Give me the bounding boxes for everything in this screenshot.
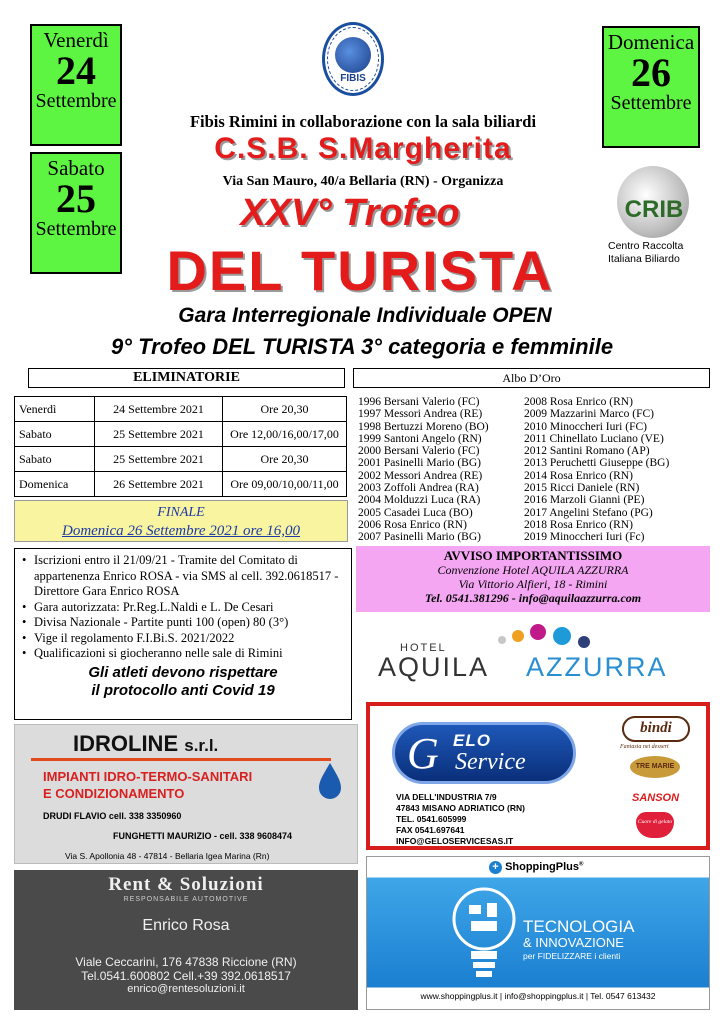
gelo-service-ad xyxy=(366,702,710,850)
list-item: 2017 Angelini Stefano (PG) xyxy=(524,506,653,519)
gelo-logo xyxy=(392,722,576,784)
list-item: 2012 Santini Romano (AP) xyxy=(524,445,650,458)
date-day: Domenica xyxy=(607,30,695,54)
collab-line: Fibis Rimini in collaborazione con la sala biliardi xyxy=(189,112,537,131)
idroline-srl: s.r.l. xyxy=(184,736,219,755)
list-item: 2018 Rosa Enrico (RN) xyxy=(524,518,633,531)
list-item: • Qualificazioni si giocheranno nelle sale di Rimini xyxy=(21,646,345,662)
rent-address: Viale Ceccarini, 176 47838 Riccione (RN) xyxy=(75,955,297,969)
shop-title2: & INNOVAZIONE xyxy=(523,935,624,950)
rent-name: Rent & Soluzioni xyxy=(108,874,264,895)
shoppingplus-reg: ® xyxy=(579,861,584,868)
bindi-logo xyxy=(622,716,690,742)
fibis-logo xyxy=(322,22,384,96)
sub-title: 9° Trofeo DEL TURISTA 3° categoria e femminile xyxy=(110,334,614,359)
gelo-addr-line: FAX 0541.697641 xyxy=(396,825,465,835)
sanson-logo: SANSON xyxy=(632,792,680,804)
list-item: 1999 Santoni Angelo (RN) xyxy=(358,432,482,445)
date-number: 24 xyxy=(56,48,96,93)
crib-name: CRIB xyxy=(624,196,684,223)
shoppingplus-ad xyxy=(366,856,710,1010)
date-box-saturday xyxy=(30,152,122,274)
table-row xyxy=(15,397,347,422)
cuore-logo xyxy=(636,812,674,838)
cell-time: Ore 09,00/10,00/11,00 xyxy=(223,472,347,497)
list-item: 2016 Marzoli Gianni (PE) xyxy=(524,494,645,507)
cell-time: Ore 20,30 xyxy=(223,447,347,472)
tremarie-word: TRE MARIE xyxy=(635,763,675,770)
gara-line: Gara Interregionale Individuale OPEN xyxy=(178,304,552,327)
gelo-address xyxy=(396,792,525,847)
tremarie-logo xyxy=(630,756,680,778)
cell-day: Sabato xyxy=(15,422,95,447)
hotel-logo xyxy=(366,616,710,696)
cell-day: Domenica xyxy=(15,472,95,497)
cell-date: 26 Settembre 2021 xyxy=(95,472,223,497)
billiard-ball-icon xyxy=(335,37,371,73)
avviso-line1: Convenzione Hotel AQUILA AZZURRA xyxy=(437,563,629,577)
list-item: • Divisa Nazionale - Partite punti 100 (open) 80 (3°) xyxy=(21,615,345,631)
cell-day: Sabato xyxy=(15,447,95,472)
list-item: 2010 Minoccheri Iuri (FC) xyxy=(524,420,647,433)
idroline-name xyxy=(73,731,218,757)
gelo-addr-line: TEL. 0541.605999 xyxy=(396,814,467,824)
gelo-service-word: Service xyxy=(455,749,526,775)
address-line: Via San Mauro, 40/a Bellaria (RN) - Organizza xyxy=(222,174,504,189)
cell-time: Ore 20,30 xyxy=(223,397,347,422)
date-box-friday xyxy=(30,24,122,146)
shop-title3: per FIDELIZZARE i clienti xyxy=(523,951,621,961)
list-item: 1997 Messori Andrea (RE) xyxy=(358,408,483,421)
list-item: 2006 Rosa Enrico (RN) xyxy=(358,518,467,531)
date-day: Venerdì xyxy=(43,28,109,52)
shoppingplus-brand xyxy=(489,861,583,874)
plus-icon: + xyxy=(489,861,502,874)
albo-list-left xyxy=(358,396,503,544)
list-item: 2011 Chinellato Luciano (VE) xyxy=(524,432,664,445)
turista-title: DEL TURISTA xyxy=(166,239,554,302)
water-drop-icon xyxy=(315,761,345,801)
avviso-line3: Tel. 0541.381296 - info@aquilaazzurra.com xyxy=(424,591,642,605)
hotel-word-azzurra: AZZURRA xyxy=(526,652,668,682)
list-item: 2004 Molduzzi Luca (RA) xyxy=(358,494,481,507)
shop-title1: TECNOLOGIA xyxy=(523,917,635,936)
list-item: 2019 Minoccheri Iuri (Fc) xyxy=(524,531,645,544)
date-number: 26 xyxy=(631,50,671,95)
list-item: 2014 Rosa Enrico (RN) xyxy=(524,469,633,482)
cell-date: 25 Settembre 2021 xyxy=(95,422,223,447)
albo-list-right xyxy=(524,396,710,544)
pipe-divider xyxy=(31,758,331,761)
list-item: 1996 Bersani Valerio (FC) xyxy=(358,396,480,408)
list-item: • Gara autorizzata: Pr.Reg.L.Naldi e L. De Cesari xyxy=(21,600,345,616)
shoppingplus-word: ShoppingPlus xyxy=(505,861,580,873)
idroline-line1: IMPIANTI IDRO-TERMO-SANITARI xyxy=(43,769,253,784)
crib-line2: Italiana Biliardo xyxy=(608,253,680,265)
hotel-word-aquila: AQUILA xyxy=(378,652,490,682)
avviso-box xyxy=(356,546,710,612)
rent-mail: enrico@rentesoluzioni.it xyxy=(127,983,245,995)
bindi-word: bindi xyxy=(640,720,672,736)
list-item: 1998 Bertuzzi Moreno (BO) xyxy=(358,420,489,433)
list-item: 2005 Casadei Luca (BO) xyxy=(358,506,473,519)
table-row xyxy=(15,422,347,447)
finale-when: Domenica 26 Settembre 2021 ore 16,00 xyxy=(61,523,300,539)
shop-footer: www.shoppingplus.it | info@shoppingplus.it | Tel. 0547 613432 xyxy=(420,991,656,1001)
date-month: Settembre xyxy=(35,90,117,112)
rent-tel: Tel.0541.600802 Cell.+39 392.0618517 xyxy=(81,969,291,983)
cell-day: Venerdì xyxy=(15,397,95,422)
cuore-word: Cuore di gelato xyxy=(637,819,673,825)
avviso-line2: Via Vittorio Alfieri, 18 - Rimini xyxy=(458,577,608,591)
crib-line1: Centro Raccolta xyxy=(608,240,684,252)
info-list xyxy=(21,553,345,662)
cell-date: 24 Settembre 2021 xyxy=(95,397,223,422)
table-row xyxy=(15,447,347,472)
finale-title: FINALE xyxy=(157,505,205,520)
idroline-line2: E CONDIZIONAMENTO xyxy=(43,786,185,801)
list-item: • Iscrizioni entro il 21/09/21 - Tramite del Comitato di appartenenza Enrico ROSA - via SMS al cell. 392.0618517 - Direttore Gara Enrico ROSA xyxy=(21,553,345,600)
rent-sub: RESPONSABILE AUTOMOTIVE xyxy=(123,896,249,903)
list-item: 2003 Zoffoli Andrea (RA) xyxy=(358,482,479,495)
idroline-address: Via S. Apollonia 48 - 47814 - Bellaria Igea Marina (Rn) xyxy=(65,851,270,861)
idroline-ad xyxy=(14,724,358,864)
hotel-dots-icon xyxy=(492,622,612,652)
list-item: 2007 Pasinelli Mario (BG) xyxy=(358,531,481,544)
cell-time: Ore 12,00/16,00/17,00 xyxy=(223,422,347,447)
gelo-addr-line: INFO@GELOSERVICESAS.IT xyxy=(396,836,514,846)
date-day: Sabato xyxy=(47,156,105,180)
list-item: 2001 Pasinelli Mario (BG) xyxy=(358,457,481,470)
eliminatorie-table xyxy=(14,396,347,497)
hotel-small: HOTEL xyxy=(400,642,447,654)
date-number: 25 xyxy=(56,176,96,221)
list-item: 2009 Mazzarini Marco (FC) xyxy=(524,408,654,421)
avviso-title: AVVISO IMPORTANTISSIMO xyxy=(443,548,623,563)
date-month: Settembre xyxy=(35,218,117,240)
fibis-word: FIBIS xyxy=(340,73,366,84)
trofeo-title: XXV° Trofeo xyxy=(240,192,460,234)
rent-person: Enrico Rosa xyxy=(142,917,230,934)
cell-date: 25 Settembre 2021 xyxy=(95,447,223,472)
albo-header: Albo D’Oro xyxy=(353,368,710,388)
club-name: C.S.B. S.Margherita xyxy=(214,132,512,165)
list-item: 2002 Messori Andrea (RE) xyxy=(358,469,483,482)
date-box-sunday xyxy=(602,26,700,148)
eliminatorie-header: ELIMINATORIE xyxy=(28,368,345,388)
covid-line2: il protocollo anti Covid 19 xyxy=(91,681,275,699)
idroline-phone2: FUNGHETTI MAURIZIO - cell. 338 9608474 xyxy=(113,831,293,841)
table-row xyxy=(15,472,347,497)
info-box xyxy=(14,548,352,720)
finale-box xyxy=(14,500,348,542)
gelo-g: G xyxy=(407,729,439,778)
date-month: Settembre xyxy=(610,92,692,114)
idroline-phone1: DRUDI FLAVIO cell. 338 3350960 xyxy=(43,811,182,821)
list-item: • Vige il regolamento F.I.Bi.S. 2021/2022 xyxy=(21,631,345,647)
list-item: 2013 Peruchetti Giuseppe (BG) xyxy=(524,457,670,470)
list-item: 2015 Ricci Daniele (RN) xyxy=(524,482,640,495)
covid-line1: Gli atleti devono rispettare xyxy=(88,663,278,681)
rent-ad xyxy=(14,870,358,1010)
gelo-word: ELO xyxy=(453,731,491,750)
list-item: 2000 Bersani Valerio (FC) xyxy=(358,445,480,458)
gelo-addr-line: 47843 MISANO ADRIATICO (RN) xyxy=(396,803,525,813)
gelo-addr-line: VIA DELL'INDUSTRIA 7/9 xyxy=(396,792,497,802)
list-item: 2008 Rosa Enrico (RN) xyxy=(524,396,633,408)
lightbulb-icon xyxy=(449,885,519,983)
idroline-word: IDROLINE xyxy=(73,731,179,756)
bindi-sub: Fantasia nei dessert xyxy=(620,744,669,750)
